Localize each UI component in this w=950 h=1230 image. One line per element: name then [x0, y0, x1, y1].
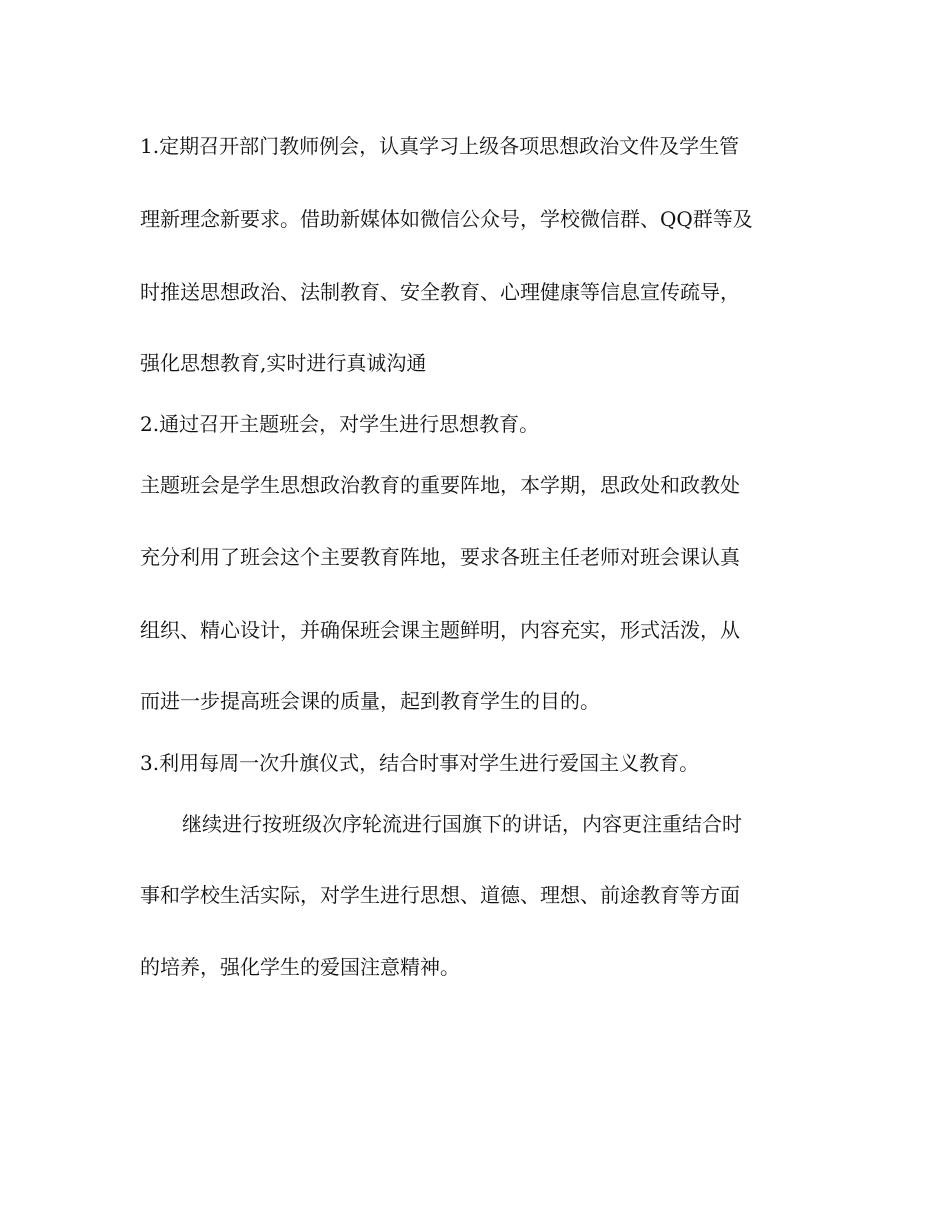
paragraph-line: 组织、精心设计，并确保班会课主题鲜明，内容充实，形式活泼，从 [140, 618, 740, 642]
section-heading: 2.通过召开主题班会，对学生进行思想教育。 [140, 412, 540, 436]
paragraph-line: 1.定期召开部门教师例会，认真学习上级各项思想政治文件及学生管 [140, 134, 740, 158]
paragraph-line: 时推送思想政治、法制教育、安全教育、心理健康等信息宣传疏导， [140, 280, 740, 304]
paragraph-line: 而进一步提高班会课的质量，起到教育学生的目的。 [140, 689, 600, 713]
paragraph-line: 的培养，强化学生的爱国注意精神。 [140, 955, 460, 979]
paragraph-line: 强化思想教育,实时进行真诚沟通 [140, 351, 427, 375]
paragraph-line: 理新理念新要求。借助新媒体如微信公众号，学校微信群、QQ群等及 [140, 207, 753, 231]
paragraph-line: 事和学校生活实际，对学生进行思想、道德、理想、前途教育等方面 [140, 883, 740, 907]
paragraph-line: 充分利用了班会这个主要教育阵地，要求各班主任老师对班会课认真 [140, 545, 740, 569]
section-heading: 3.利用每周一次升旗仪式，结合时事对学生进行爱国主义教育。 [140, 751, 700, 775]
paragraph-line: 继续进行按班级次序轮流进行国旗下的讲话，内容更注重结合时 [182, 812, 742, 836]
paragraph-line: 主题班会是学生思想政治教育的重要阵地，本学期，思政处和政教处 [140, 473, 740, 497]
